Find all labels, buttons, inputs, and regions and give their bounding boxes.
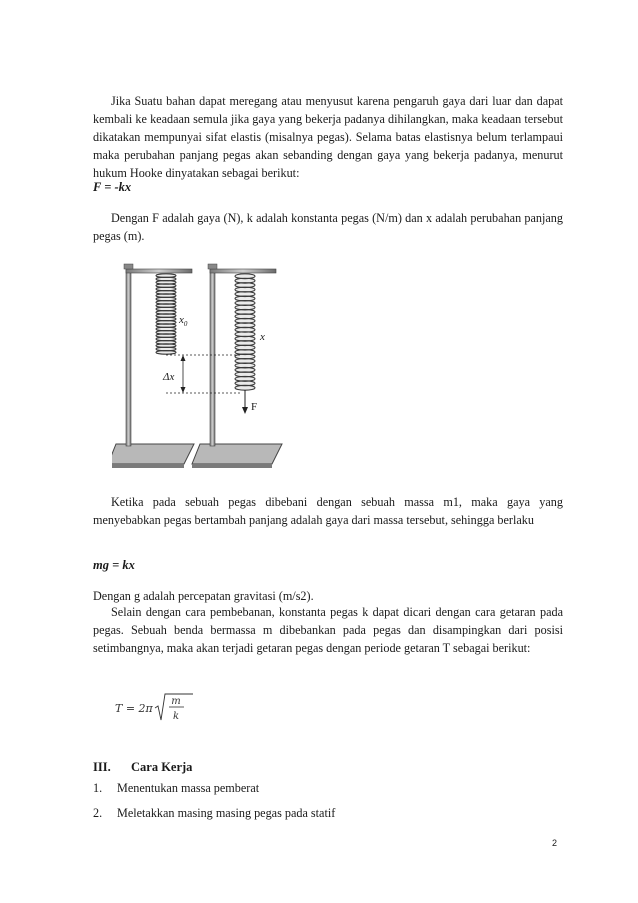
left-rod <box>126 266 131 446</box>
right-arm <box>210 269 276 273</box>
right-stand <box>192 264 282 468</box>
label-x: x <box>260 331 265 343</box>
left-stand <box>112 264 194 468</box>
svg-text:k: k <box>172 711 180 722</box>
right-rod <box>210 266 215 446</box>
left-spring <box>156 274 176 354</box>
paragraph-oscillation-method <box>93 603 563 657</box>
paragraph-hooke-intro-text: Jika Suatu bahan dapat meregang atau menyusut karena pengaruh gaya dari luar dan dapat kembali ke keadaan semula jika gaya yang bekerja padanya dihilangkan, maka keadaan tersebut dikatakan mempunyai sifat elastis (misalnya pegas). Selama batas elastisnya belum terlampaui maka perubahan panjang pegas akan sebanding dengan gaya yang bekerja padanya, menurut hukum Hooke dinyatakan sebagai berikut: <box>93 94 563 180</box>
section-number: III. <box>93 760 111 774</box>
equation-hooke: F = -kx <box>93 180 132 194</box>
svg-text:T = 2π: T = 2π <box>115 702 153 715</box>
label-x0: $x_0$ <box>179 314 188 328</box>
left-arm <box>126 269 192 273</box>
section-title: Cara Kerja <box>131 760 193 774</box>
procedure-steps-list <box>93 776 335 826</box>
left-base-plate <box>112 444 194 464</box>
page-number: 2 <box>552 838 558 848</box>
paragraph-variable-definitions-text: Dengan F adalah gaya (N), k adalah konstanta pegas (N/m) dan x adalah perubahan panjang pegas (m). <box>93 211 563 243</box>
paragraph-mass-loading-text: Ketika pada sebuah pegas dibebani dengan sebuah massa m1, maka gaya yang menyebabkan pegas bertambah panjang adalah gaya dari massa tersebut, sehingga berlaku <box>93 495 563 527</box>
paragraph-mass-loading <box>93 493 563 529</box>
right-base-plate <box>192 444 282 464</box>
period-formula <box>113 690 195 726</box>
label-delta-x: Δx <box>163 371 175 383</box>
paragraph-oscillation-method-text: Selain dengan cara pembebanan, konstanta pegas k dapat dicari dengan cara getaran pada pegas. Sebuah benda bermassa m dibebankan pada pegas dan disampingkan dari posisi setimbangnya, maka akan terjadi getaran pegas dengan periode getaran T sebagai berikut: <box>93 605 563 655</box>
list-item: 1. Menentukan massa pemberat <box>93 781 260 795</box>
paragraph-variable-definitions <box>93 209 563 245</box>
paragraph-hooke-intro <box>93 92 563 182</box>
spring-diagram-figure <box>112 258 288 473</box>
svg-text:m: m <box>171 696 181 707</box>
right-spring <box>235 274 255 390</box>
list-item: 2. Meletakkan masing masing pegas pada statif <box>93 806 336 820</box>
section-heading-cara-kerja <box>93 760 192 775</box>
paragraph-gravity-definition: Dengan g adalah percepatan gravitasi (m/s2). <box>93 589 314 603</box>
equation-mg-kx: mg = kx <box>93 558 135 572</box>
label-force: F <box>251 401 258 413</box>
